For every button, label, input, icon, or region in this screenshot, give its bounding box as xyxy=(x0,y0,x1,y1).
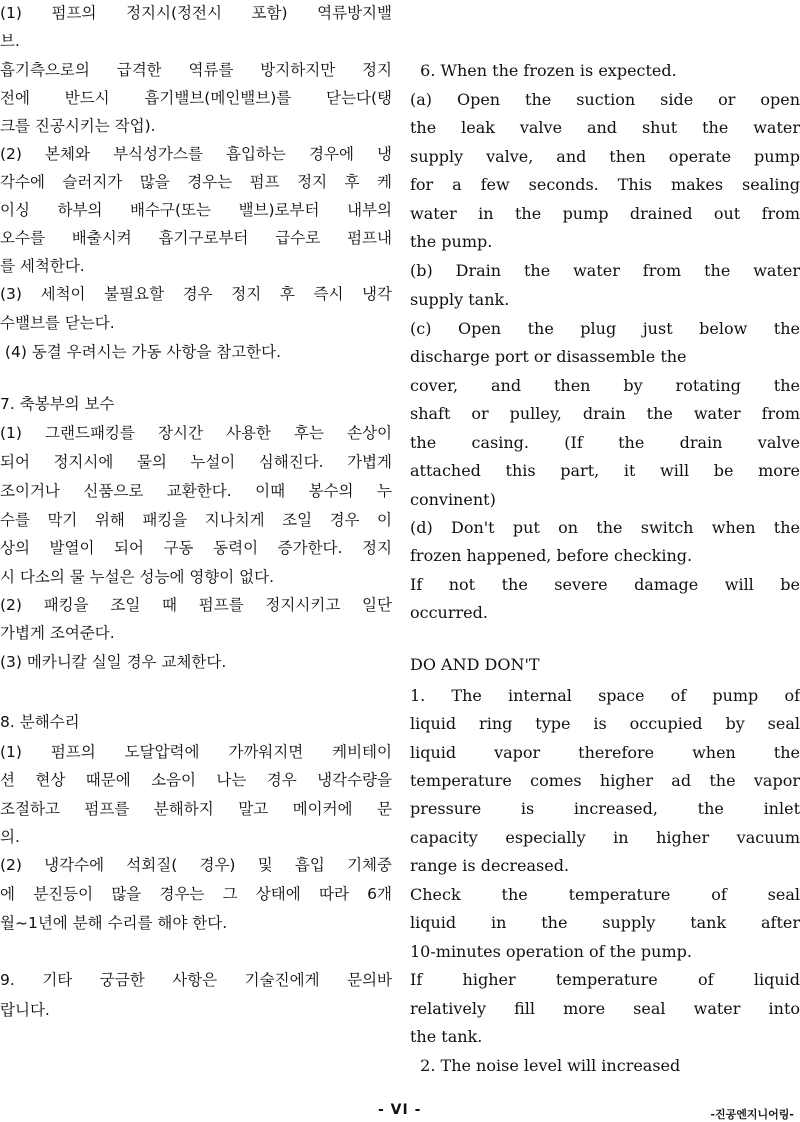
korean-text-line: 전에 반드시 흡기밸브(메인밸브)를 닫는다(탱 xyxy=(0,89,392,107)
korean-text-line: 수를 막기 위해 패킹을 지나치게 조일 경우 이 xyxy=(0,511,392,529)
korean-text-line: 크를 진공시키는 작업). xyxy=(0,117,156,135)
english-text-line: liquid ring type is occupied by seal xyxy=(410,714,800,733)
korean-text-line: 되어 정지시에 물의 누설이 심해진다. 가볍게 xyxy=(0,453,392,471)
korean-text-line: 월~1년에 분해 수리를 해야 한다. xyxy=(0,914,228,932)
korean-text-line: (1) 펌프의 도달압력에 가까워지면 케비테이 xyxy=(0,743,392,761)
english-text-line: capacity especially in higher vacuum xyxy=(410,828,800,847)
english-text-line: liquid in the supply tank after xyxy=(410,913,800,932)
korean-text-line: 조절하고 펌프를 분해하지 말고 메이커에 문 xyxy=(0,800,392,818)
korean-text-line: 9. 기타 궁금한 사항은 기술진에게 문의바 xyxy=(0,971,392,989)
english-text-line: 2. The noise level will increased xyxy=(410,1056,681,1075)
korean-text-line: 가볍게 조여준다. xyxy=(0,624,115,642)
english-text-line: the pump. xyxy=(410,232,493,251)
company-footer: -진공엔지니어링- xyxy=(710,1108,794,1121)
korean-text-line: 의. xyxy=(0,828,20,846)
korean-text-line: 8. 분해수리 xyxy=(0,713,80,731)
korean-text-line: 각수에 슬러지가 많을 경우는 펌프 정지 후 케 xyxy=(0,173,392,191)
english-text-line: discharge port or disassemble the xyxy=(410,347,687,366)
english-text-line: Check the temperature of seal xyxy=(410,885,800,904)
english-text-line: shaft or pulley, drain the water from xyxy=(410,404,800,423)
korean-text-line: 를 세척한다. xyxy=(0,257,85,275)
english-text-line: range is decreased. xyxy=(410,856,570,875)
english-text-line: supply valve, and then operate pump xyxy=(410,147,800,166)
korean-text-line: 시 다소의 물 누설은 성능에 영향이 없다. xyxy=(0,568,275,586)
korean-text-line: (2) 냉각수에 석회질( 경우) 및 흡입 기체중 xyxy=(0,856,392,874)
english-text-line: the leak valve and shut the water xyxy=(410,118,800,137)
english-text-line: (c) Open the plug just below the xyxy=(410,319,800,338)
english-text-line: the casing. (If the drain valve xyxy=(410,433,800,452)
english-text-line: convinent) xyxy=(410,490,496,509)
korean-text-line: (1) 펌프의 정지시(정전시 포함) 역류방지밸 xyxy=(0,4,392,22)
korean-text-line: 상의 발열이 되어 구동 동력이 증가한다. 정지 xyxy=(0,539,392,557)
english-text-line: the tank. xyxy=(410,1027,483,1046)
korean-text-line: 조이거나 신품으로 교환한다. 이때 봉수의 누 xyxy=(0,482,392,500)
english-text-line: occurred. xyxy=(410,603,488,622)
english-text-line: If higher temperature of liquid xyxy=(410,970,800,989)
korean-text-line: 오수를 배출시켜 흡기구로부터 급수로 펌프내 xyxy=(0,229,392,247)
english-text-line: 6. When the frozen is expected. xyxy=(410,61,677,80)
english-text-line: attached this part, it will be more xyxy=(410,461,800,480)
korean-text-line: 션 현상 때문에 소음이 나는 경우 냉각수량을 xyxy=(0,771,392,789)
korean-text-line: (2) 패킹을 조일 때 펌프를 정지시키고 일단 xyxy=(0,596,392,614)
korean-text-line: (4) 동결 우려시는 가동 사항을 참고한다. xyxy=(0,343,282,361)
english-text-line: 10-minutes operation of the pump. xyxy=(410,942,692,961)
english-text-line: supply tank. xyxy=(410,290,510,309)
english-text-line: frozen happened, before checking. xyxy=(410,546,693,565)
english-text-line: liquid vapor therefore when the xyxy=(410,743,800,762)
english-text-line: relatively fill more seal water into xyxy=(410,999,800,1018)
korean-text-line: (3) 메카니칼 실일 경우 교체한다. xyxy=(0,653,227,671)
page-number: - VI - xyxy=(378,1102,422,1118)
english-text-line: pressure is increased, the inlet xyxy=(410,799,800,818)
korean-text-line: (2) 본체와 부식성가스를 흡입하는 경우에 냉 xyxy=(0,145,392,163)
english-text-line: DO AND DON'T xyxy=(410,655,540,674)
korean-text-line: 브. xyxy=(0,32,20,50)
korean-text-line: (1) 그랜드패킹를 장시간 사용한 후는 손상이 xyxy=(0,424,392,442)
english-text-line: 1. The internal space of pump of xyxy=(410,686,800,705)
english-text-line: temperature comes higher ad the vapor xyxy=(410,771,800,790)
korean-text-line: (3) 세척이 불필요할 경우 정지 후 즉시 냉각 xyxy=(0,285,392,303)
english-text-line: If not the severe damage will be xyxy=(410,575,800,594)
english-text-line: for a few seconds. This makes sealing xyxy=(410,175,800,194)
english-text-line: (a) Open the suction side or open xyxy=(410,90,800,109)
korean-text-line: 이싱 하부의 배수구(또는 밸브)로부터 내부의 xyxy=(0,201,392,219)
english-text-line: (b) Drain the water from the water xyxy=(410,261,800,280)
korean-text-line: 7. 축봉부의 보수 xyxy=(0,395,115,413)
korean-text-line: 수밸브를 닫는다. xyxy=(0,314,115,332)
korean-text-line: 랍니다. xyxy=(0,1001,50,1019)
english-text-line: cover, and then by rotating the xyxy=(410,376,800,395)
korean-text-line: 흡기측으로의 급격한 역류를 방지하지만 정지 xyxy=(0,61,392,79)
english-text-line: (d) Don't put on the switch when the xyxy=(410,518,800,537)
korean-text-line: 에 분진등이 많을 경우는 그 상태에 따라 6개 xyxy=(0,885,392,903)
english-text-line: water in the pump drained out from xyxy=(410,204,800,223)
